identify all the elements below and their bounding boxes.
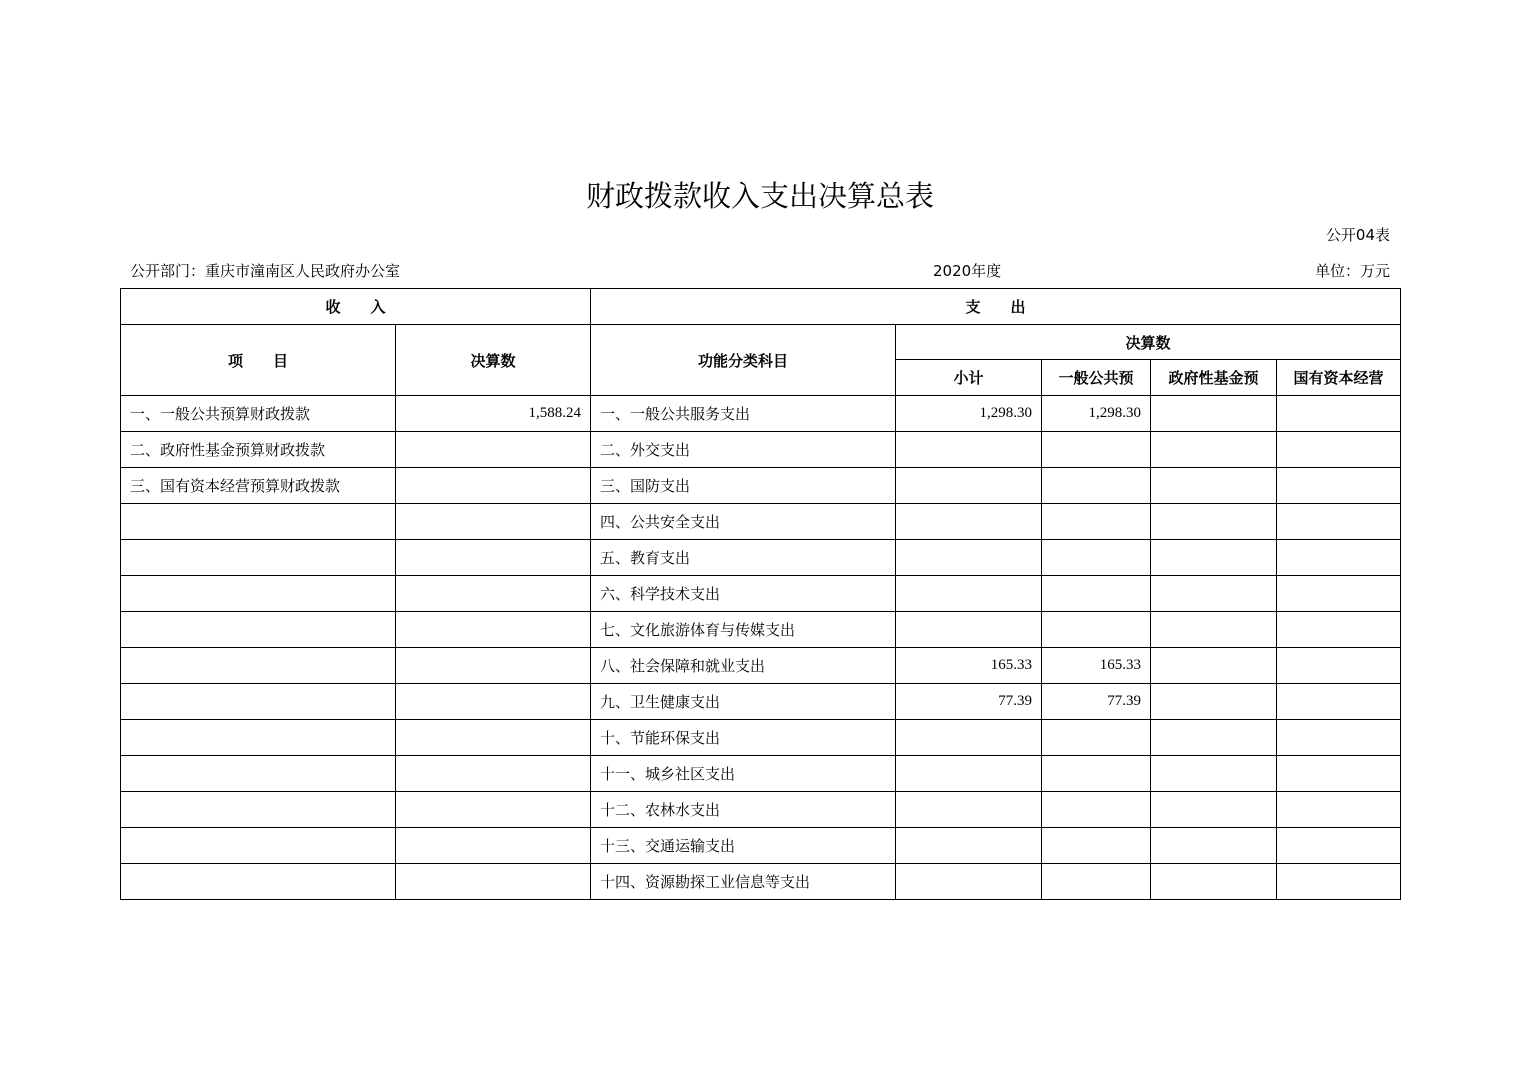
income-item-cell: [121, 504, 396, 540]
subtotal-cell: [896, 432, 1042, 468]
general-public-cell: [1042, 540, 1151, 576]
table-row: [121, 432, 1401, 468]
table-row: [121, 684, 1401, 720]
gov-fund-cell: [1151, 576, 1277, 612]
func-category-cell: 二、外交支出: [591, 432, 896, 468]
func-category-cell: 十一、城乡社区支出: [591, 756, 896, 792]
appropriation-table: [120, 288, 1401, 900]
income-item-cell: [121, 756, 396, 792]
income-amount-cell: [396, 648, 591, 684]
state-capital-cell: [1277, 540, 1401, 576]
income-item-cell: [121, 648, 396, 684]
gov-fund-cell: [1151, 792, 1277, 828]
state-capital-cell: [1277, 468, 1401, 504]
general-public-cell: 77.39: [1042, 684, 1151, 720]
general-public-header: 一般公共预: [1042, 360, 1151, 396]
income-amount-cell: [396, 432, 591, 468]
subtotal-header: 小计: [896, 360, 1042, 396]
unit-label: 单位：万元: [1314, 262, 1390, 280]
func-category-cell: 一、一般公共服务支出: [591, 396, 896, 432]
general-public-cell: [1042, 576, 1151, 612]
income-item-cell: 一、一般公共预算财政拨款: [121, 396, 396, 432]
func-category-cell: 五、教育支出: [591, 540, 896, 576]
general-public-cell: [1042, 720, 1151, 756]
table-row: [121, 864, 1401, 900]
income-amount-cell: [396, 612, 591, 648]
table-row: [121, 720, 1401, 756]
gov-fund-cell: [1151, 468, 1277, 504]
table-row: [121, 396, 1401, 432]
func-category-cell: 九、卫生健康支出: [591, 684, 896, 720]
table-body: [121, 396, 1401, 900]
gov-fund-cell: [1151, 720, 1277, 756]
gov-fund-cell: [1151, 612, 1277, 648]
func-category-cell: 六、科学技术支出: [591, 576, 896, 612]
income-amount-cell: [396, 504, 591, 540]
state-capital-cell: [1277, 864, 1401, 900]
income-amount-cell: [396, 828, 591, 864]
state-capital-cell: [1277, 612, 1401, 648]
form-number: 公开04表: [1325, 226, 1390, 244]
income-item-cell: [121, 720, 396, 756]
income-amount-cell: [396, 720, 591, 756]
general-public-cell: [1042, 792, 1151, 828]
income-item-cell: 三、国有资本经营预算财政拨款: [121, 468, 396, 504]
table-row: [121, 540, 1401, 576]
item-header: 项 目: [121, 325, 396, 396]
subtotal-cell: [896, 468, 1042, 504]
income-amount-cell: [396, 576, 591, 612]
gov-fund-cell: [1151, 684, 1277, 720]
final-amount-header: 决算数: [896, 325, 1401, 360]
gov-fund-cell: [1151, 756, 1277, 792]
general-public-cell: [1042, 864, 1151, 900]
gov-fund-cell: [1151, 432, 1277, 468]
func-category-cell: 十四、资源勘探工业信息等支出: [591, 864, 896, 900]
income-header: 收 入: [121, 289, 591, 325]
table-row: [121, 792, 1401, 828]
header-row-2: [121, 325, 1401, 360]
state-capital-cell: [1277, 720, 1401, 756]
func-category-cell: 三、国防支出: [591, 468, 896, 504]
state-capital-cell: [1277, 828, 1401, 864]
header-row-1: [121, 289, 1401, 325]
table-row: [121, 648, 1401, 684]
func-category-cell: 十三、交通运输支出: [591, 828, 896, 864]
state-capital-cell: [1277, 756, 1401, 792]
budget-amount-header: 决算数: [396, 325, 591, 396]
gov-fund-cell: [1151, 540, 1277, 576]
subtotal-cell: [896, 612, 1042, 648]
income-item-cell: [121, 864, 396, 900]
income-amount-cell: [396, 468, 591, 504]
func-category-cell: 八、社会保障和就业支出: [591, 648, 896, 684]
income-amount-cell: [396, 864, 591, 900]
func-category-cell: 十、节能环保支出: [591, 720, 896, 756]
income-item-cell: [121, 792, 396, 828]
table-row: [121, 612, 1401, 648]
state-capital-cell: [1277, 576, 1401, 612]
subtotal-cell: [896, 864, 1042, 900]
gov-fund-cell: [1151, 648, 1277, 684]
page-title: 财政拨款收入支出决算总表: [585, 179, 934, 213]
income-amount-cell: [396, 756, 591, 792]
income-amount-cell: [396, 684, 591, 720]
general-public-cell: [1042, 828, 1151, 864]
func-category-cell: 七、文化旅游体育与传媒支出: [591, 612, 896, 648]
state-capital-cell: [1277, 684, 1401, 720]
income-item-cell: 二、政府性基金预算财政拨款: [121, 432, 396, 468]
general-public-cell: [1042, 612, 1151, 648]
table-row: [121, 756, 1401, 792]
table-row: [121, 576, 1401, 612]
subtotal-cell: [896, 504, 1042, 540]
state-capital-cell: [1277, 792, 1401, 828]
table-row: [121, 468, 1401, 504]
subtotal-cell: [896, 540, 1042, 576]
income-item-cell: [121, 612, 396, 648]
subtotal-cell: [896, 828, 1042, 864]
state-capital-cell: [1277, 432, 1401, 468]
func-category-cell: 四、公共安全支出: [591, 504, 896, 540]
income-item-cell: [121, 684, 396, 720]
general-public-cell: [1042, 504, 1151, 540]
general-public-cell: [1042, 756, 1151, 792]
general-public-cell: [1042, 468, 1151, 504]
func-category-cell: 十二、农林水支出: [591, 792, 896, 828]
state-capital-cell: [1277, 504, 1401, 540]
general-public-cell: 165.33: [1042, 648, 1151, 684]
gov-fund-cell: [1151, 396, 1277, 432]
general-public-cell: [1042, 432, 1151, 468]
general-public-cell: 1,298.30: [1042, 396, 1151, 432]
subtotal-cell: [896, 792, 1042, 828]
subtotal-cell: 165.33: [896, 648, 1042, 684]
gov-fund-cell: [1151, 504, 1277, 540]
subtotal-cell: [896, 720, 1042, 756]
income-amount-cell: [396, 792, 591, 828]
state-capital-cell: [1277, 396, 1401, 432]
state-capital-header: 国有资本经营: [1277, 360, 1401, 396]
department-label: 公开部门：重庆市潼南区人民政府办公室: [130, 262, 401, 280]
income-item-cell: [121, 540, 396, 576]
fiscal-year: 2020年度: [933, 262, 1002, 280]
subtotal-cell: [896, 576, 1042, 612]
income-amount-cell: 1,588.24: [396, 396, 591, 432]
income-item-cell: [121, 828, 396, 864]
gov-fund-cell: [1151, 828, 1277, 864]
income-amount-cell: [396, 540, 591, 576]
income-item-cell: [121, 576, 396, 612]
state-capital-cell: [1277, 648, 1401, 684]
gov-fund-cell: [1151, 864, 1277, 900]
subtotal-cell: [896, 756, 1042, 792]
meta-row: [130, 260, 1390, 282]
expense-header: 支 出: [591, 289, 1401, 325]
table-row: [121, 504, 1401, 540]
gov-fund-header: 政府性基金预: [1151, 360, 1277, 396]
table-row: [121, 828, 1401, 864]
subtotal-cell: 77.39: [896, 684, 1042, 720]
func-category-header: 功能分类科目: [591, 325, 896, 396]
subtotal-cell: 1,298.30: [896, 396, 1042, 432]
